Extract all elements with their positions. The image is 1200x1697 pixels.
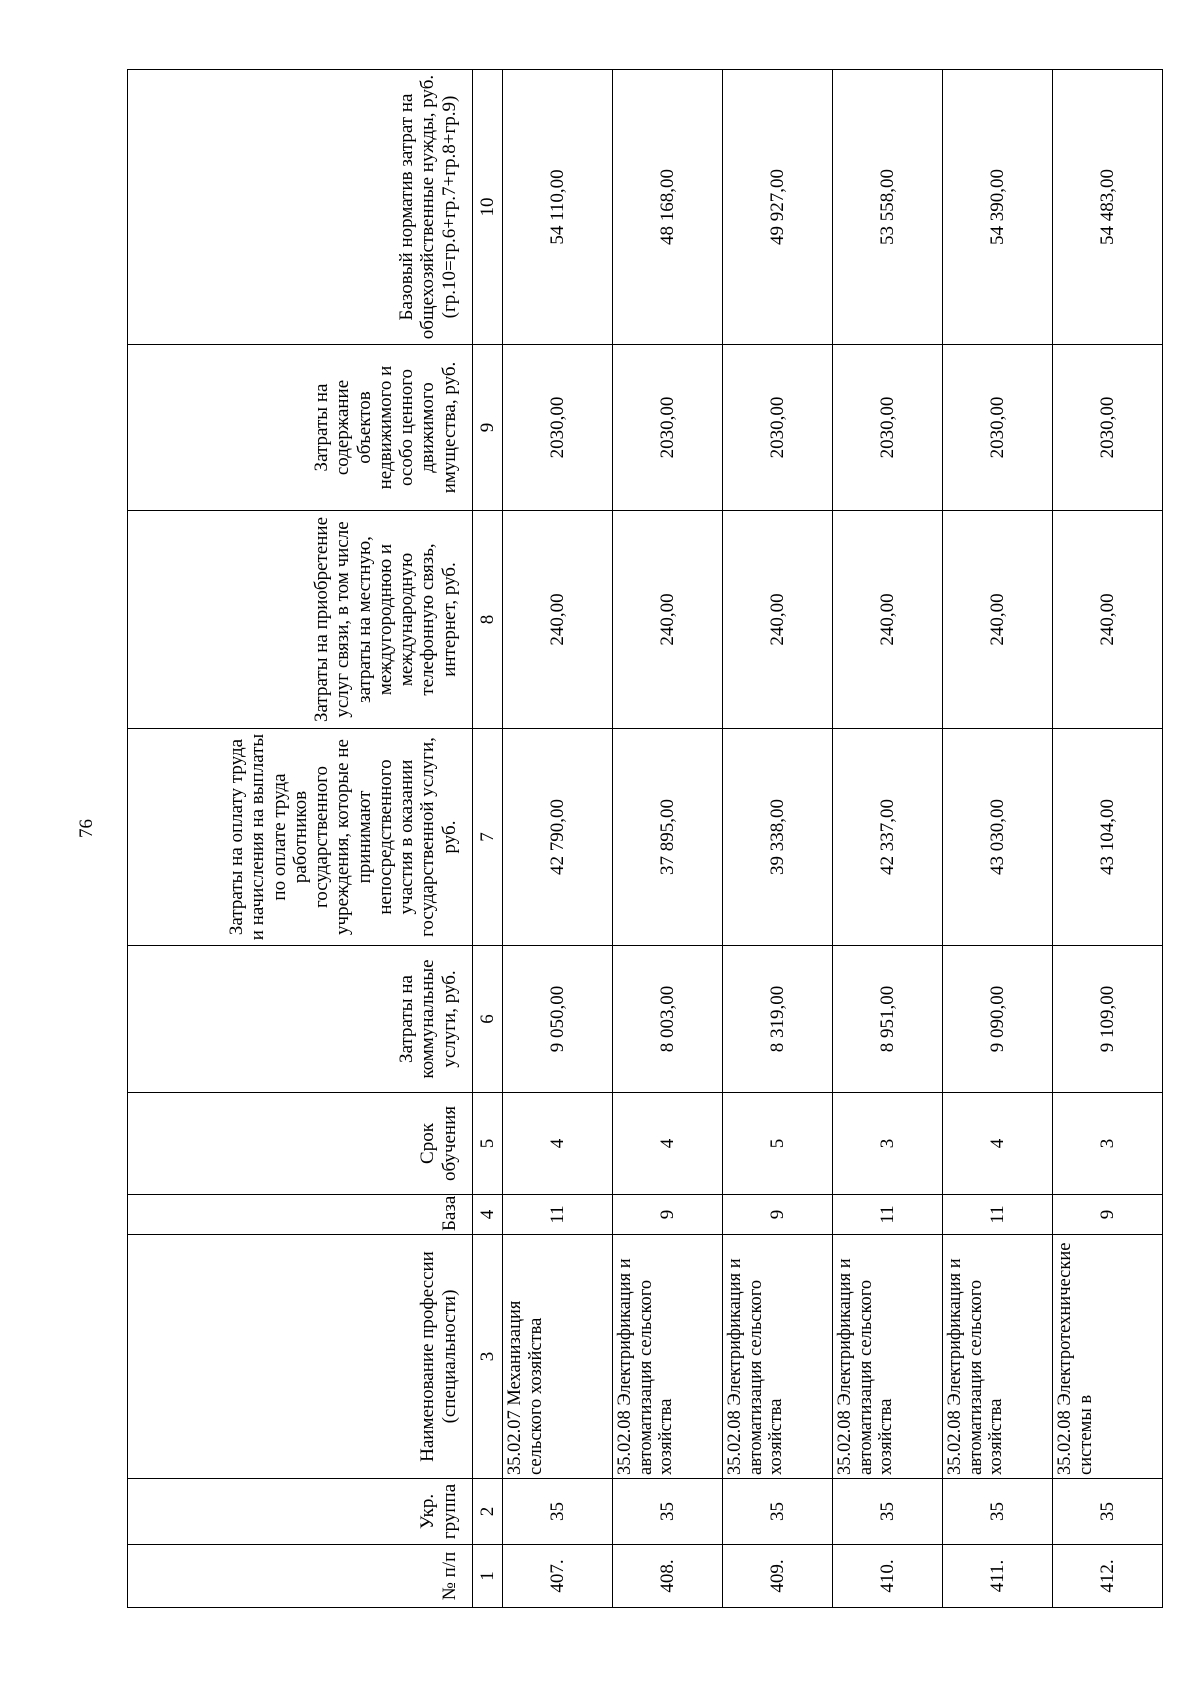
header-row [128, 70, 473, 1608]
property-cost: 2030,00 [1053, 345, 1163, 511]
header-cell: Базовый норматив затрат на общехозяйственные нужды, руб. (гр.10=гр.6+гр.7+гр.8+гр.9) [128, 70, 473, 345]
salary-cost: 43 030,00 [943, 729, 1053, 946]
table-row [723, 70, 833, 1608]
base-value: 9 [613, 1195, 723, 1235]
property-cost: 2030,00 [613, 345, 723, 511]
study-term: 4 [613, 1093, 723, 1195]
column-number: 6 [473, 946, 503, 1093]
group-code: 35 [723, 1479, 833, 1545]
property-cost: 2030,00 [503, 345, 613, 511]
table-row [613, 70, 723, 1608]
row-number: 410. [833, 1545, 943, 1608]
row-number: 411. [943, 1545, 1053, 1608]
salary-cost: 39 338,00 [723, 729, 833, 946]
base-value: 11 [503, 1195, 613, 1235]
row-number: 409. [723, 1545, 833, 1608]
profession-name: 35.02.08 Электротехнические системы в [1053, 1235, 1163, 1479]
study-term: 4 [503, 1093, 613, 1195]
utilities-cost: 9 090,00 [943, 946, 1053, 1093]
header-cell: № п/п [128, 1545, 473, 1608]
base-norm-total: 54 483,00 [1053, 70, 1163, 345]
base-norm-total: 49 927,00 [723, 70, 833, 345]
row-number: 412. [1053, 1545, 1163, 1608]
base-norm-total: 53 558,00 [833, 70, 943, 345]
group-code: 35 [503, 1479, 613, 1545]
header-cell: Затраты на приобретение услуг связи, в том числе затраты на местную, междугороднюю и международную телефонную связь, интернет, руб. [128, 511, 473, 729]
table-row [503, 70, 613, 1608]
study-term: 3 [1053, 1093, 1163, 1195]
group-code: 35 [1053, 1479, 1163, 1545]
column-number: 1 [473, 1545, 503, 1608]
base-norm-total: 48 168,00 [613, 70, 723, 345]
header-cell: Затраты на коммунальные услуги, руб. [128, 946, 473, 1093]
property-cost: 2030,00 [833, 345, 943, 511]
study-term: 3 [833, 1093, 943, 1195]
base-value: 11 [943, 1195, 1053, 1235]
salary-cost: 42 790,00 [503, 729, 613, 946]
base-norm-total: 54 390,00 [943, 70, 1053, 345]
base-value: 9 [723, 1195, 833, 1235]
salary-cost: 42 337,00 [833, 729, 943, 946]
base-norm-total: 54 110,00 [503, 70, 613, 345]
header-cell: Укр. группа [128, 1479, 473, 1545]
utilities-cost: 8 951,00 [833, 946, 943, 1093]
row-number: 408. [613, 1545, 723, 1608]
utilities-cost: 8 319,00 [723, 946, 833, 1093]
salary-cost: 37 895,00 [613, 729, 723, 946]
utilities-cost: 9 050,00 [503, 946, 613, 1093]
base-value: 9 [1053, 1195, 1163, 1235]
study-term: 4 [943, 1093, 1053, 1195]
communication-cost: 240,00 [613, 511, 723, 729]
communication-cost: 240,00 [723, 511, 833, 729]
profession-name: 35.02.08 Электрификация и автоматизация сельского хозяйства [833, 1235, 943, 1479]
table-row [943, 70, 1053, 1608]
column-number-row [473, 70, 503, 1608]
property-cost: 2030,00 [723, 345, 833, 511]
page-number: 76 [76, 819, 97, 838]
header-cell: Срок обучения [128, 1093, 473, 1195]
column-number: 2 [473, 1479, 503, 1545]
column-number: 3 [473, 1235, 503, 1479]
group-code: 35 [943, 1479, 1053, 1545]
utilities-cost: 8 003,00 [613, 946, 723, 1093]
header-cell: База [128, 1195, 473, 1235]
header-cell: Затраты на содержание объектов недвижимого и особо ценного движимого имущества, руб. [128, 345, 473, 511]
communication-cost: 240,00 [1053, 511, 1163, 729]
property-cost: 2030,00 [943, 345, 1053, 511]
header-cell: Затраты на оплату труда и начисления на выплаты по оплате труда работников государственного учреждения, которые не принимают непосредственного участия в оказании государственной услуги, руб. [128, 729, 473, 946]
profession-name: 35.02.08 Электрификация и автоматизация сельского хозяйства [943, 1235, 1053, 1479]
column-number: 8 [473, 511, 503, 729]
salary-cost: 43 104,00 [1053, 729, 1163, 946]
header-cell: Наименование профессии (специальности) [128, 1235, 473, 1479]
communication-cost: 240,00 [833, 511, 943, 729]
column-number: 5 [473, 1093, 503, 1195]
study-term: 5 [723, 1093, 833, 1195]
utilities-cost: 9 109,00 [1053, 946, 1163, 1093]
base-value: 11 [833, 1195, 943, 1235]
column-number: 10 [473, 70, 503, 345]
communication-cost: 240,00 [943, 511, 1053, 729]
group-code: 35 [613, 1479, 723, 1545]
column-number: 9 [473, 345, 503, 511]
profession-name: 35.02.07 Механизация сельского хозяйства [503, 1235, 613, 1479]
profession-name: 35.02.08 Электрификация и автоматизация сельского хозяйства [723, 1235, 833, 1479]
table-row [833, 70, 943, 1608]
profession-name: 35.02.08 Электрификация и автоматизация сельского хозяйства [613, 1235, 723, 1479]
column-number: 7 [473, 729, 503, 946]
rotated-table-container [127, 70, 1127, 1608]
row-number: 407. [503, 1545, 613, 1608]
group-code: 35 [833, 1479, 943, 1545]
table-row [1053, 70, 1163, 1608]
cost-norms-table [127, 69, 1163, 1608]
communication-cost: 240,00 [503, 511, 613, 729]
column-number: 4 [473, 1195, 503, 1235]
